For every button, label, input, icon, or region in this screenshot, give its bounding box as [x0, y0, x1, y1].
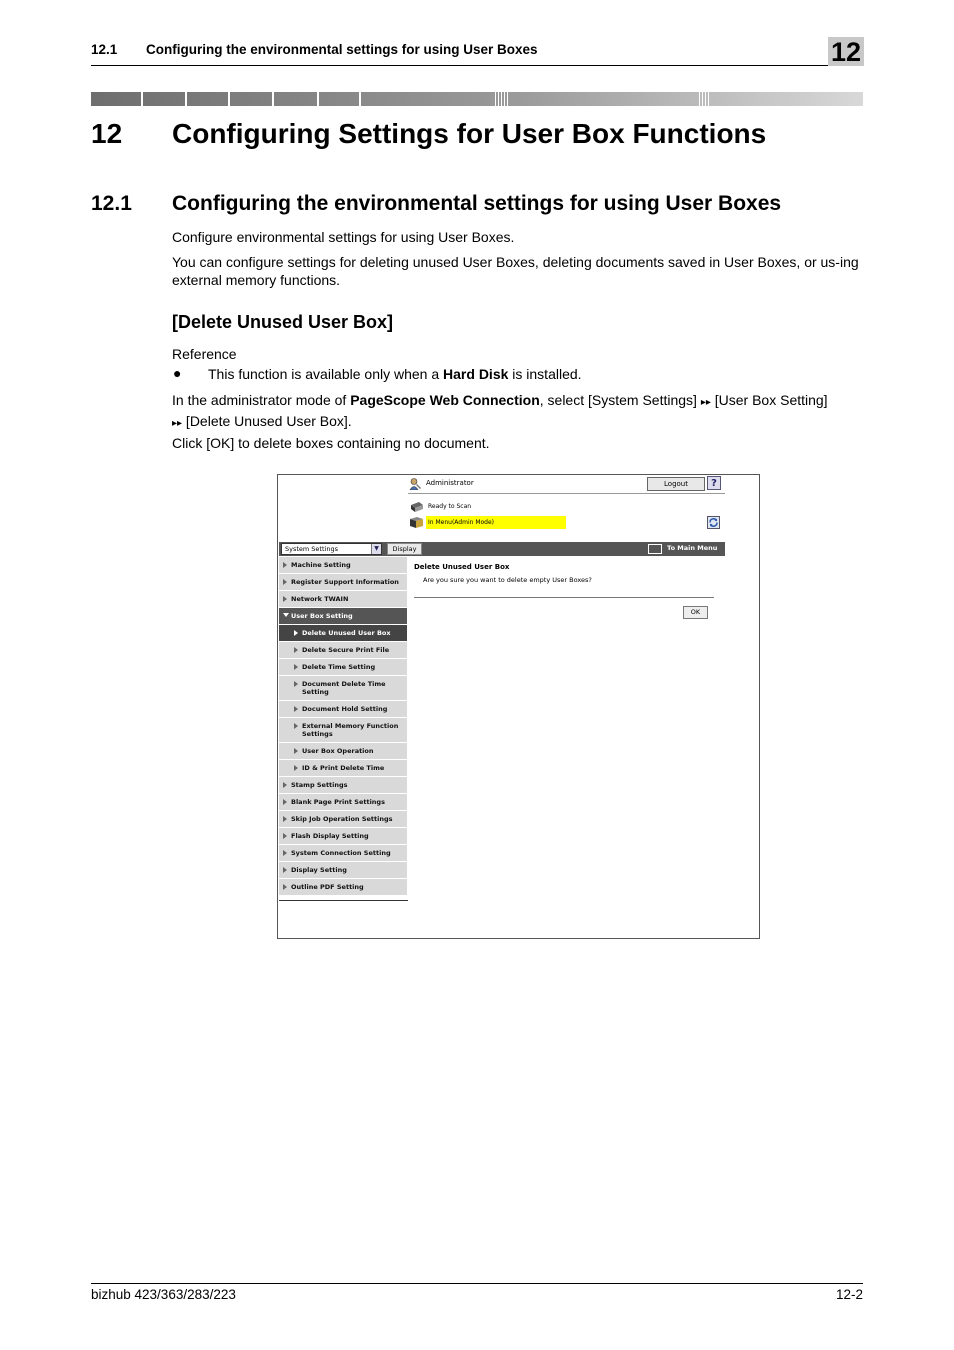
nav-subitem-document-hold[interactable]: Document Hold Setting	[279, 701, 407, 718]
main-menu-icon[interactable]	[648, 544, 662, 554]
content-title: Delete Unused User Box	[414, 563, 510, 571]
subsection-title: [Delete Unused User Box]	[172, 312, 394, 332]
section-paragraph: You can configure settings for deleting unused User Boxes, deleting documents saved in User Boxes, or us-ing external memory functions.	[172, 254, 859, 288]
display-button[interactable]: Display	[387, 543, 422, 555]
click-instruction: Click [OK] to delete boxes containing no document.	[172, 435, 490, 451]
triangle-right-icon	[294, 681, 298, 687]
category-select[interactable]: System Settings	[281, 543, 382, 555]
content-rule	[414, 597, 714, 598]
chapter-badge: 12	[828, 37, 864, 66]
nav-subitem-external-memory[interactable]: External Memory Function Settings	[279, 718, 407, 743]
section-title: Configuring the environmental settings for using User Boxes	[172, 192, 782, 215]
triangle-right-icon	[283, 596, 287, 602]
admin-label: Administrator	[426, 479, 474, 487]
triangle-right-icon	[294, 748, 298, 754]
nav-item-machine-setting[interactable]: Machine Setting	[279, 557, 407, 574]
footer-model: bizhub 423/363/283/223	[91, 1287, 236, 1302]
triangle-right-icon	[283, 816, 287, 822]
ready-status: Ready to Scan	[428, 503, 472, 510]
nav-subitem-document-delete-time[interactable]: Document Delete Time Setting	[279, 676, 407, 701]
triangle-right-icon	[294, 630, 298, 636]
triangle-right-icon	[283, 850, 287, 856]
triangle-right-icon	[283, 833, 287, 839]
main-menu-link[interactable]: To Main Menu	[667, 544, 718, 552]
triangle-right-icon	[294, 647, 298, 653]
nav-item-stamp-settings[interactable]: Stamp Settings	[279, 777, 407, 794]
nav-subitem-id-print-delete[interactable]: ID & Print Delete Time	[279, 760, 407, 777]
triangle-right-icon	[294, 706, 298, 712]
header-section-title: Configuring the environmental settings for using User Boxes	[146, 42, 538, 57]
printer-icon	[409, 501, 424, 513]
nav-subitem-delete-unused-user-box[interactable]: Delete Unused User Box	[279, 625, 407, 642]
nav-item-flash-display[interactable]: Flash Display Setting	[279, 828, 407, 845]
chapter-number: 12	[91, 118, 123, 149]
arrow-icon: ▸▸	[700, 397, 711, 408]
triangle-right-icon	[283, 579, 287, 585]
confirm-message: Are you sure you want to delete empty User Boxes?	[423, 576, 592, 584]
menu-mode-status: In Menu(Admin Mode)	[426, 516, 566, 529]
chapter-title: Configuring Settings for User Box Functions	[172, 118, 767, 149]
web-connection-screenshot	[277, 474, 760, 939]
ok-button[interactable]: OK	[683, 606, 708, 619]
chevron-down-icon[interactable]: ▼	[371, 544, 381, 554]
triangle-right-icon	[283, 884, 287, 890]
triangle-right-icon	[294, 765, 298, 771]
triangle-right-icon	[283, 867, 287, 873]
bullet-text: This function is available only when a Hard Disk is installed.	[208, 366, 582, 382]
nav-item-blank-page-print[interactable]: Blank Page Print Settings	[279, 794, 407, 811]
footer-page-number: 12-2	[835, 1287, 863, 1302]
triangle-down-icon	[283, 613, 289, 617]
section-number: 12.1	[91, 192, 132, 215]
reference-label: Reference	[172, 346, 237, 362]
footer-rule	[91, 1283, 863, 1284]
help-icon[interactable]: ?	[707, 476, 721, 490]
triangle-right-icon	[283, 782, 287, 788]
nav-item-register-support[interactable]: Register Support Information	[279, 574, 407, 591]
nav-subitem-delete-time[interactable]: Delete Time Setting	[279, 659, 407, 676]
header-section-number: 12.1	[91, 42, 118, 57]
triangle-right-icon	[294, 664, 298, 670]
triangle-right-icon	[283, 799, 287, 805]
bullet-marker: ●	[173, 365, 182, 381]
hard-disk-term: Hard Disk	[443, 366, 509, 382]
nav-item-system-connection[interactable]: System Connection Setting	[279, 845, 407, 862]
triangle-right-icon	[283, 562, 287, 568]
header-rule	[91, 65, 863, 66]
arrow-icon: ▸▸	[172, 418, 183, 429]
nav-subitem-user-box-operation[interactable]: User Box Operation	[279, 743, 407, 760]
pagescope-term: PageScope Web Connection	[350, 392, 540, 408]
triangle-right-icon	[294, 723, 298, 729]
refresh-icon[interactable]	[707, 516, 720, 529]
instruction-text: In the administrator mode of PageScope Web Connection, select [System Settings] ▸▸ [User Box Setting] ▸▸ [Delete Unused User Box].	[172, 392, 828, 429]
settings-nav	[279, 557, 407, 896]
admin-user-icon	[409, 478, 422, 490]
nav-item-outline-pdf[interactable]: Outline PDF Setting	[279, 879, 407, 896]
nav-bottom-rule	[279, 900, 408, 901]
nav-item-network-twain[interactable]: Network TWAIN	[279, 591, 407, 608]
decorative-bar	[91, 92, 863, 106]
nav-subitem-delete-secure-print[interactable]: Delete Secure Print File	[279, 642, 407, 659]
logout-button[interactable]: Logout	[647, 477, 705, 491]
nav-item-user-box-setting[interactable]: User Box Setting	[279, 608, 407, 625]
box-icon	[409, 516, 424, 529]
nav-item-skip-job[interactable]: Skip Job Operation Settings	[279, 811, 407, 828]
section-intro: Configure environmental settings for using User Boxes.	[172, 229, 515, 245]
nav-item-display-setting[interactable]: Display Setting	[279, 862, 407, 879]
